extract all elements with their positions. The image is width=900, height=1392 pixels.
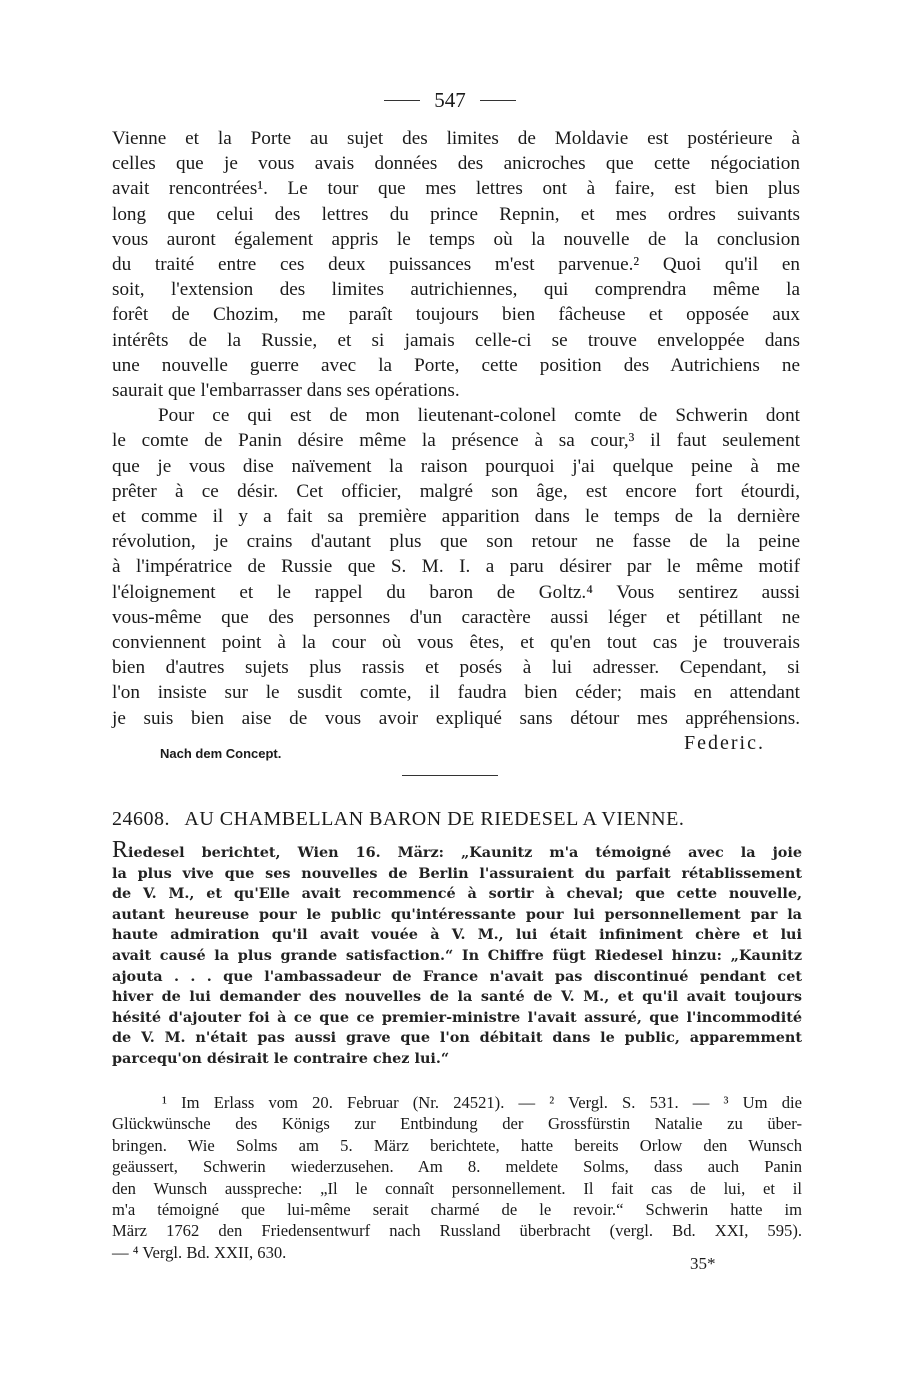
report-line: haute admiration qu'il avait vouée à V. M., lui était infiniment chère et lui [112, 926, 802, 944]
section-heading [112, 808, 802, 831]
drop-cap: R [112, 837, 129, 863]
text-line: une nouvelle guerre avec la Porte, cette position des Autrichiens ne [112, 354, 800, 376]
section-divider [402, 775, 498, 776]
text-line: vous-même que des personnes d'un caractère aussi léger et pétillant ne [112, 606, 800, 628]
text-line: forêt de Chozim, me paraît toujours bien fâcheuse et opposée aux [112, 304, 800, 326]
report-line: la plus vive que ses nouvelles de Berlin l'assuraient du parfait rétablissement [112, 864, 802, 882]
paragraph-1 [112, 126, 800, 403]
paragraph-2 [112, 403, 800, 731]
text-line: et comme il y a fait sa première apparition dans le temps de la dernière [112, 506, 800, 528]
text-line: conviennent point à la cour où vous êtes, et qu'en tout cas je trouverais [112, 632, 800, 654]
text-line: l'éloignement et le rappel du baron de Goltz.⁴ Vous sentirez aussi [112, 581, 800, 603]
report-line [112, 837, 802, 864]
text-line: soit, l'extension des limites autrichiennes, qui comprendra même la [112, 279, 800, 301]
text-line: prêter à ce désir. Cet officier, malgré son âge, est encore fort étourdi, [112, 480, 800, 502]
footnote-line: Glückwünsche des Königs zur Entbindung der Grossfürstin Natalie zu über- [112, 1114, 802, 1134]
text-line: révolution, je crains d'autant plus que son retour ne fasse de la peine [112, 531, 800, 553]
text-line: long que celui des lettres du prince Repnin, et mes ordres suivants [112, 203, 800, 225]
letter-body [112, 126, 800, 731]
report-line: de V. M., et qu'Elle avait recommencé à sortir à cheval; que cette nouvelle, [112, 885, 802, 903]
document-title: AU CHAMBELLAN BARON DE RIEDESEL A VIENNE. [184, 808, 685, 830]
text-line: l'on insiste sur le susdit comte, il faudra bien céder; mais en attendant [112, 682, 800, 704]
report-line: hiver de lui demander des nouvelles de la santé de V. M., et qu'il avait toujours [112, 988, 802, 1006]
text-line: à l'impératrice de Russie que S. M. I. a paru désirer par le même motif [112, 556, 800, 578]
footnote-line: ¹ Im Erlass vom 20. Februar (Nr. 24521). — ² Vergl. S. 531. — ³ Um die [162, 1093, 802, 1112]
report-line-text: iedesel berichtet, Wien 16. März: „Kaunitz m'a témoigné avec la joie [128, 844, 802, 861]
text-line: intérêts de la Russie, et si jamais celle-ci se trouve enveloppée dans [112, 329, 800, 351]
text-line: que je vous dise naïvement la raison pourquoi j'ai quelque peine à me [112, 455, 800, 477]
footnote-line: bringen. Wie Solms am 5. März berichtete, hatte bereits Orlow den Wunsch [112, 1135, 802, 1155]
footnote-line: m'a témoigné que lui-même serait charmé de le revoir.“ Schwerin hatte im [112, 1200, 802, 1220]
report-line: parcequ'on désirait le contraire chez lui.“ [112, 1049, 450, 1067]
text-line: Pour ce qui est de mon lieutenant-colonel comte de Schwerin dont [158, 405, 800, 427]
header-rule-right [480, 100, 516, 101]
report-line: hésité d'ajouter foi à ce que ce premier-ministre l'avait assuré, que l'incommodité [112, 1008, 802, 1026]
source-note: Nach dem Concept. [160, 746, 282, 761]
sheet-signature: 35* [690, 1254, 716, 1273]
text-line: je suis bien aise de vous avoir expliqué sans détour mes appréhensions. [112, 707, 800, 729]
footnote-line: — ⁴ Vergl. Bd. XXII, 630. [112, 1242, 287, 1262]
report-summary [112, 837, 802, 1070]
text-line: saurait que l'embarrasser dans ses opérations. [112, 380, 460, 402]
text-line: du traité entre ces deux puissances m'est parvenue.² Quoi qu'il en [112, 254, 800, 276]
page-number: 547 [434, 88, 466, 112]
header-rule-left [384, 100, 420, 101]
report-line: ajouta . . . que l'ambassadeur de France n'avait pas discontinué pendant cet [112, 967, 802, 985]
text-line: Vienne et la Porte au sujet des limites de Moldavie est postérieure à [112, 128, 800, 149]
signature: Federic. [684, 732, 765, 754]
text-line: bien d'autres sujets plus rassis et posés à lui adresser. Cependant, si [112, 657, 800, 679]
page-header [0, 88, 900, 113]
text-line: le comte de Panin désire même la présence à sa cour,³ il faut seulement [112, 430, 800, 452]
text-line: celles que je vous avais données des anicroches que cette négociation [112, 153, 800, 175]
text-line: vous auront également appris le temps où la nouvelle de la conclusion [112, 228, 800, 250]
report-line: avait causé la plus grande satisfaction.“ In Chiffre fügt Riedesel hinzu: „Kaunitz [112, 946, 802, 964]
footnote-line: den Wunsch ausspreche: „Il le connaît personnellement. Il fait cas de lui, et il [112, 1178, 802, 1198]
report-line: autant heureuse pour le public qu'intéressante pour lui personnellement par la [112, 905, 802, 923]
footnote-line: geäussert, Schwerin wiederzusehen. Am 8. meldete Solms, dass auch Panin [112, 1157, 802, 1177]
text-line: avait rencontrées¹. Le tour que mes lettres ont à faire, est bien plus [112, 178, 800, 200]
report-line: de V. M. n'était pas aussi grave que l'on débitait dans le public, apparemment [112, 1029, 802, 1047]
document-number: 24608. [112, 808, 170, 830]
footnotes [112, 1092, 802, 1263]
footnote-line: März 1762 den Friedensentwurf nach Russland überbracht (vergl. Bd. XXI, 595). [112, 1221, 802, 1241]
